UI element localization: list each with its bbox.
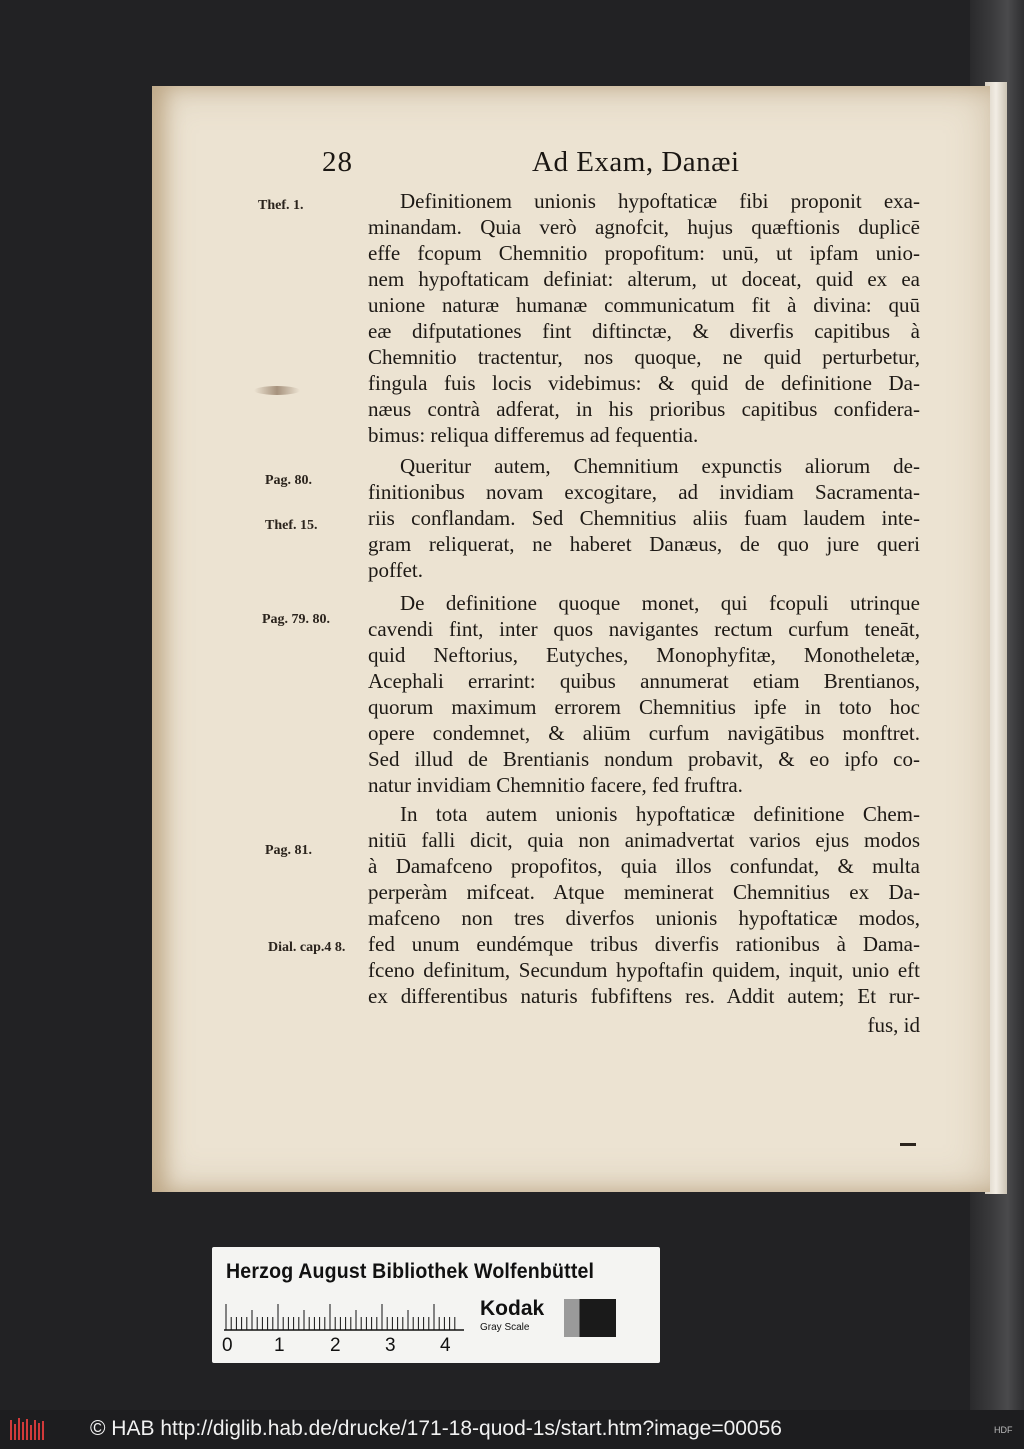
margin-note: Pag. 81. [265, 843, 313, 858]
ruler-number: 0 [222, 1335, 233, 1356]
text-line: nem hypoftaticam definiat: alterum, ut doceat, quid ex ea [368, 267, 920, 291]
text-line: fingula fuis locis videbimus: & quid de definitione Da- [368, 371, 920, 395]
ruler-number: 2 [330, 1335, 341, 1356]
color-target-card [212, 1247, 660, 1363]
text-line: effe fcopum Chemnitio propofitum: unū, ut ipfam unio- [368, 241, 920, 265]
ruler-number: 4 [440, 1335, 451, 1356]
text-line: finitionibus novam excogitare, ad invidiam Sacramenta- [368, 480, 920, 504]
text-line: De definitione quoque monet, qui fcopuli utrinque [400, 591, 920, 615]
text-line: quorum maximum errorem Chemnitius ipfe in toto hoc [368, 695, 920, 719]
text-line: Queritur autem, Chemnitium expunctis aliorum de- [400, 454, 920, 478]
ruler-number: 1 [274, 1335, 285, 1356]
text-line: opere condemnet, & aliūm curfum navigātibus monftret. [368, 721, 920, 745]
text-line: Acephali errarint: quibus annumerat etiam Brentianos, [368, 669, 920, 693]
margin-note: Thef. 15. [265, 518, 318, 533]
kodak-logo: Kodak [480, 1297, 545, 1320]
text-line: Sed illud de Brentianis nondum probavit, & eo ipfo co- [368, 747, 920, 771]
measurement-ruler [224, 1299, 464, 1331]
page-number: 28 [322, 146, 353, 178]
text-line: fed unum eundémque tribus diverfis rationibus à Dama- [368, 932, 920, 956]
catchword: fus, id [867, 1013, 920, 1037]
footer-mark: HDF [994, 1425, 1013, 1435]
footer-bar [0, 1410, 1024, 1449]
text-line: In tota autem unionis hypoftaticæ definitione Chem- [400, 802, 920, 826]
footer-credit: © HAB http://diglib.hab.de/drucke/171-18-quod-1s/start.htm?image=00056 [90, 1417, 782, 1440]
hab-logo-icon [8, 1416, 46, 1444]
text-line: mafceno non tres diverfos unionis hypoftaticæ modos, [368, 906, 920, 930]
text-line: bimus: reliqua differemus ad fequentia. [368, 423, 699, 447]
text-line: minandam. Quia verò agnofcit, hujus quæftionis duplicē [368, 215, 920, 239]
text-line: Definitionem unionis hypoftaticæ fibi proponit exa- [400, 189, 920, 213]
text-line: nitiū falli dicit, quia non animadvertat varios ejus modos [368, 828, 920, 852]
margin-note: Dial. cap.4 8. [268, 940, 346, 955]
text-line: eæ difputationes fint diftinctæ, & diverfis capitibus à [368, 319, 920, 343]
margin-note: Pag. 80. [265, 473, 313, 488]
text-line: natur invidiam Chemnitio facere, fed fruftra. [368, 773, 743, 797]
text-line: cavendi fint, inter quos navigantes rectum curfum teneāt, [368, 617, 920, 641]
text-line: unione naturæ humanæ communicatum fit à divina: quū [368, 293, 920, 317]
text-line: à Damafceno propofitos, quia illos confundat, & multa [368, 854, 920, 878]
text-line: ex differentibus naturis fubfiftens res. Addit autem; Et rur- [368, 984, 920, 1008]
ruler-number: 3 [385, 1335, 396, 1356]
margin-note: Thef. 1. [258, 198, 304, 213]
running-head: Ad Exam, Danæi [532, 146, 740, 178]
ink-smudge [254, 386, 300, 395]
text-line: Chemnitio tractentur, nos quoque, ne quid perturbetur, [368, 345, 920, 369]
library-name: Herzog August Bibliothek Wolfenbüttel [226, 1260, 595, 1283]
gray-scale-label: Gray Scale [480, 1322, 530, 1333]
text-line: quid Neftorius, Eutyches, Monophyfitæ, Monotheletæ, [368, 643, 920, 667]
text-line: næus contrà adferat, in his prioribus capitibus confidera- [368, 397, 920, 421]
margin-note: Pag. 79. 80. [262, 612, 331, 627]
text-line: poffet. [368, 558, 424, 582]
text-line: fceno definitum, Secundum hypoftafin quidem, inquit, unio eft [368, 958, 920, 982]
gray-scale-patch [564, 1299, 616, 1337]
page-dash-mark [900, 1143, 916, 1146]
text-line: gram reliquerat, ne haberet Danæus, de quo jure queri [368, 532, 920, 556]
text-line: perperàm mifceat. Atque meminerat Chemnitius ex Da- [368, 880, 920, 904]
text-line: riis conflandam. Sed Chemnitius aliis fuam laudem inte- [368, 506, 920, 530]
